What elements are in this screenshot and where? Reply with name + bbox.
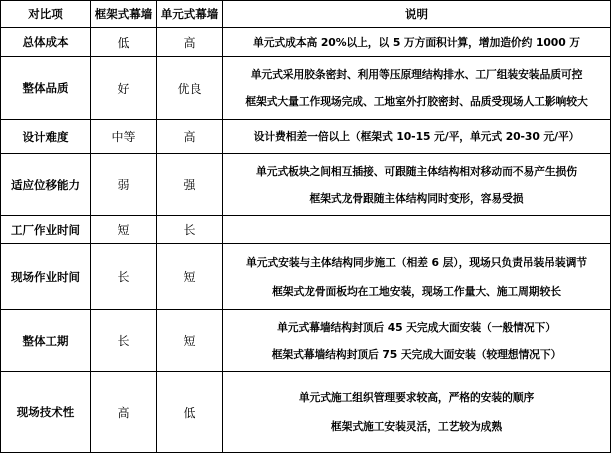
frame-value: 弱 <box>91 154 157 216</box>
unit-value: 高 <box>157 28 223 57</box>
header-item: 对比项 <box>1 1 91 28</box>
note-line: 单元式安装与主体结构同步施工（相差 6 层），现场只负责吊装吊装调节 <box>246 255 587 269</box>
frame-value: 高 <box>91 372 157 453</box>
row-notes <box>223 244 611 310</box>
frame-value: 长 <box>91 310 157 372</box>
row-notes <box>223 310 611 372</box>
row-notes <box>223 154 611 216</box>
note-line: 框架式龙骨面板均在工地安装，现场工作量大、施工周期较长 <box>272 284 561 298</box>
table-row <box>1 310 611 372</box>
table-row <box>1 244 611 310</box>
unit-value: 低 <box>157 372 223 453</box>
header-notes: 说明 <box>223 1 611 28</box>
unit-value: 短 <box>157 244 223 310</box>
unit-value: 长 <box>157 216 223 244</box>
note-line: 单元式板块之间相互插接、可跟随主体结构相对移动而不易产生损伤 <box>256 164 577 178</box>
note-line: 框架式大量工作现场完成、工地室外打胶密封、品质受现场人工影响较大 <box>245 95 588 108</box>
row-notes <box>223 216 611 244</box>
row-label: 适应位移能力 <box>1 154 91 216</box>
row-label: 现场技术性 <box>1 372 91 453</box>
note-line: 框架式施工安装灵活，工艺较为成熟 <box>330 420 503 433</box>
header-frame: 框架式幕墙 <box>91 1 157 28</box>
unit-value: 强 <box>157 154 223 216</box>
unit-value: 优良 <box>157 57 223 120</box>
table-row <box>1 57 611 120</box>
header-unit: 单元式幕墙 <box>157 1 223 28</box>
note-line: 单元式采用胶条密封、利用等压原理结构排水、工厂组装安装品质可控 <box>250 68 583 81</box>
table-row <box>1 372 611 453</box>
row-label: 整体工期 <box>1 310 91 372</box>
row-label: 工厂作业时间 <box>1 216 91 244</box>
note-line: 单元式幕墙结构封顶后 45 天完成大面安装（一般情况下） <box>277 320 556 334</box>
header-row <box>1 1 611 28</box>
unit-value: 高 <box>157 120 223 154</box>
table-row <box>1 216 611 244</box>
unit-value: 短 <box>157 310 223 372</box>
table-row <box>1 28 611 57</box>
row-label: 设计难度 <box>1 120 91 154</box>
row-notes <box>223 28 611 57</box>
table-row <box>1 154 611 216</box>
row-label: 总体成本 <box>1 28 91 57</box>
note-line: 设计费相差一倍以上（框架式 10-15 元/平，单元式 20-30 元/平） <box>253 130 580 143</box>
table-row <box>1 120 611 154</box>
frame-value: 低 <box>91 28 157 57</box>
row-notes <box>223 120 611 154</box>
note-line: 框架式龙骨跟随主体结构同时变形，容易受损 <box>309 191 524 205</box>
row-notes <box>223 57 611 120</box>
frame-value: 好 <box>91 57 157 120</box>
frame-value: 中等 <box>91 120 157 154</box>
note-line: 框架式幕墙结构封顶后 75 天完成大面安装（较理想情况下） <box>271 347 562 361</box>
row-notes <box>223 372 611 453</box>
note-line: 单元式成本高 20%以上，以 5 万方面积计算，增加造价约 1000 万 <box>253 35 580 49</box>
frame-value: 短 <box>91 216 157 244</box>
row-label: 整体品质 <box>1 57 91 120</box>
frame-value: 长 <box>91 244 157 310</box>
note-line: 单元式施工组织管理要求较高，严格的安装的顺序 <box>298 391 535 404</box>
row-label: 现场作业时间 <box>1 244 91 310</box>
